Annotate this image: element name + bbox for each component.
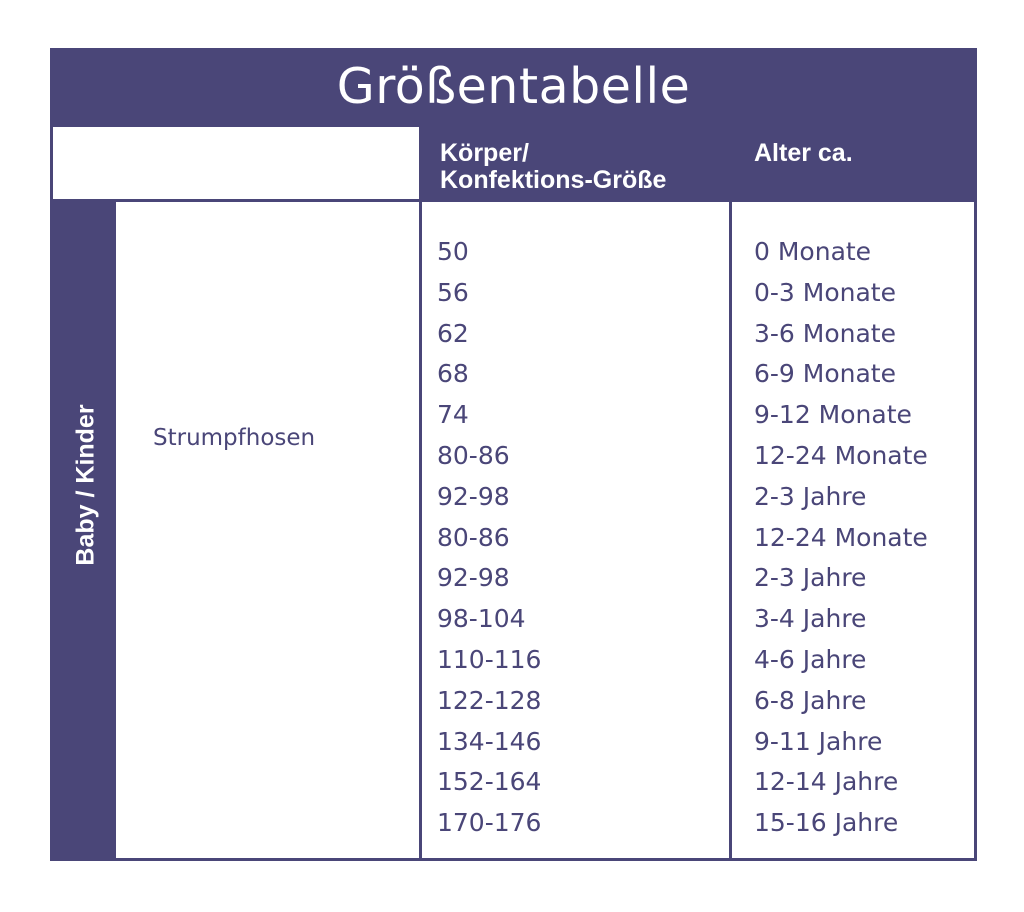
size-value: 80-86 — [437, 522, 510, 552]
age-value: 3-6 Monate — [754, 318, 896, 348]
size-value: 152-164 — [437, 767, 542, 797]
blank-header-cell — [53, 127, 419, 199]
age-value: 0-3 Monate — [754, 277, 896, 307]
age-value: 9-12 Monate — [754, 400, 912, 430]
size-value: 122-128 — [437, 685, 542, 715]
size-value: 62 — [437, 318, 469, 348]
header-age: Alter ca. — [754, 139, 853, 167]
header-size — [440, 140, 720, 194]
size-value: 68 — [437, 359, 469, 389]
age-value: 2-3 Jahre — [754, 481, 867, 511]
size-column — [422, 202, 729, 858]
table-title: Größentabelle — [336, 57, 691, 115]
product-label: Strumpfhosen — [153, 425, 316, 451]
age-value: 12-24 Monate — [754, 522, 928, 552]
header-size-line2: Konfektions-Größe — [440, 166, 667, 194]
size-value: 134-146 — [437, 726, 542, 756]
age-value: 12-24 Monate — [754, 440, 928, 470]
age-value: 2-3 Jahre — [754, 563, 867, 593]
age-value: 6-9 Monate — [754, 359, 896, 389]
age-value: 0 Monate — [754, 237, 872, 266]
size-value: 80-86 — [437, 440, 510, 470]
size-value: 92-98 — [437, 481, 510, 511]
age-value: 4-6 Jahre — [754, 644, 867, 674]
category-label: Baby / Kinder — [71, 404, 100, 566]
size-value: 170-176 — [437, 808, 542, 838]
age-list — [754, 232, 928, 844]
age-value: 6-8 Jahre — [754, 685, 867, 715]
size-value: 50 — [437, 237, 469, 266]
size-value: 110-116 — [437, 644, 542, 674]
age-value: 9-11 Jahre — [754, 726, 883, 756]
age-column — [732, 202, 974, 858]
age-value: 3-4 Jahre — [754, 604, 867, 634]
size-value: 74 — [437, 400, 469, 430]
age-value: 15-16 Jahre — [754, 808, 899, 838]
size-value: 92-98 — [437, 563, 510, 593]
product-cell — [116, 202, 419, 858]
age-value: 12-14 Jahre — [754, 767, 899, 797]
size-value: 56 — [437, 277, 469, 307]
size-list — [437, 232, 541, 844]
header-size-line1: Körper/ — [440, 139, 529, 167]
size-value: 98-104 — [437, 604, 526, 634]
